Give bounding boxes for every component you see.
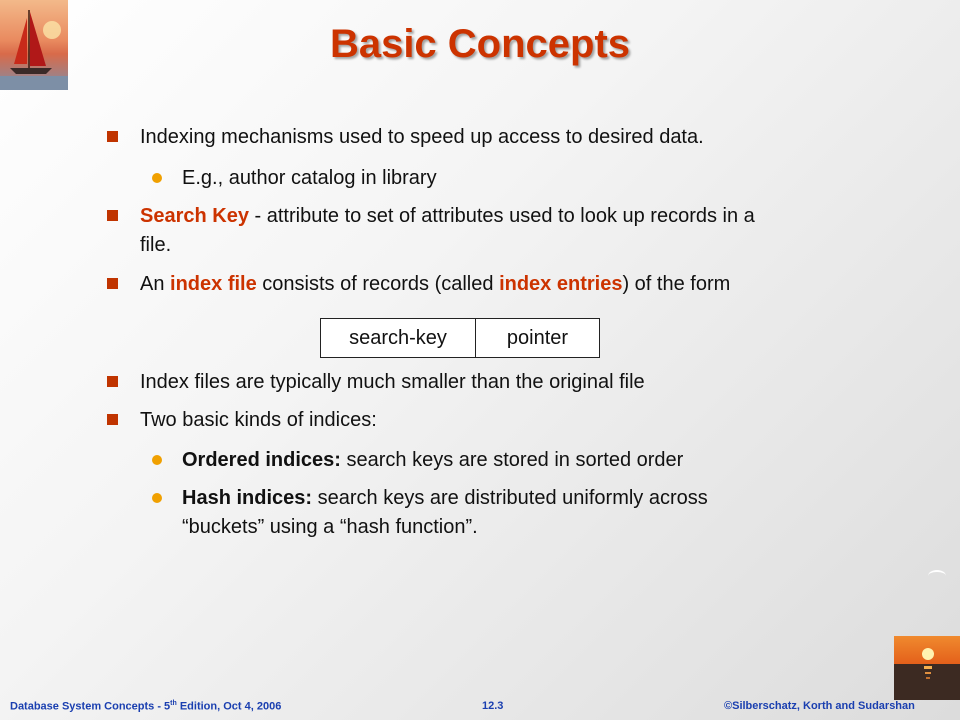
sub-bullet-hash-cont: “buckets” using a “hash function”. xyxy=(182,516,478,538)
bullet-kinds: Two basic kinds of indices: xyxy=(140,409,377,431)
term-index-entries: index entries xyxy=(499,273,623,295)
sub-bullet-ordered xyxy=(182,446,683,475)
dot-bullet-icon xyxy=(152,455,162,465)
term-index-file: index file xyxy=(170,273,257,295)
square-bullet-icon xyxy=(107,278,118,289)
text-fragment: Edition, Oct 4, 2006 xyxy=(176,700,282,713)
text-fragment: search keys are stored in sorted order xyxy=(340,449,684,471)
bullet-index-file xyxy=(140,270,730,299)
term-search-key: Search Key xyxy=(140,205,249,227)
term-hash-indices: Hash indices: xyxy=(182,487,313,509)
square-bullet-icon xyxy=(107,376,118,387)
slide-title: Basic Concepts xyxy=(329,22,631,66)
record-cell-search-key: search-key xyxy=(321,319,476,357)
bullet-index-size: Index files are typically much smaller than the original file xyxy=(140,371,645,393)
sub-bullet-hash xyxy=(182,484,708,513)
text-fragment: search keys are distributed uniformly across xyxy=(312,487,708,509)
term-ordered-indices: Ordered indices: xyxy=(182,449,341,471)
bullet-search-key xyxy=(140,202,755,231)
search-key-definition: - attribute to set of attributes used to look up records in a xyxy=(248,205,755,227)
footer-book-title xyxy=(10,700,281,713)
text-fragment: An xyxy=(140,273,171,295)
index-entry-diagram xyxy=(320,318,600,358)
dot-bullet-icon xyxy=(152,173,162,183)
record-cell-pointer: pointer xyxy=(506,327,569,349)
text-fragment: consists of records (called xyxy=(256,273,500,295)
footer-page-number: 12.3 xyxy=(482,700,504,712)
square-bullet-icon xyxy=(107,414,118,425)
decorative-swoosh xyxy=(928,570,946,582)
text-fragment: th xyxy=(170,700,177,707)
text-fragment: Database System Concepts - 5 xyxy=(10,700,171,713)
square-bullet-icon xyxy=(107,131,118,142)
footer-copyright: ©Silberschatz, Korth and Sudarshan xyxy=(724,700,915,712)
bullet-indexing: Indexing mechanisms used to speed up access to desired data. xyxy=(140,126,704,148)
dot-bullet-icon xyxy=(152,493,162,503)
text-fragment: ) of the form xyxy=(622,273,731,295)
square-bullet-icon xyxy=(107,210,118,221)
sub-bullet-example: E.g., author catalog in library xyxy=(182,167,437,189)
sunset-logo-image xyxy=(894,636,960,700)
bullet-search-key-cont: file. xyxy=(140,234,172,256)
